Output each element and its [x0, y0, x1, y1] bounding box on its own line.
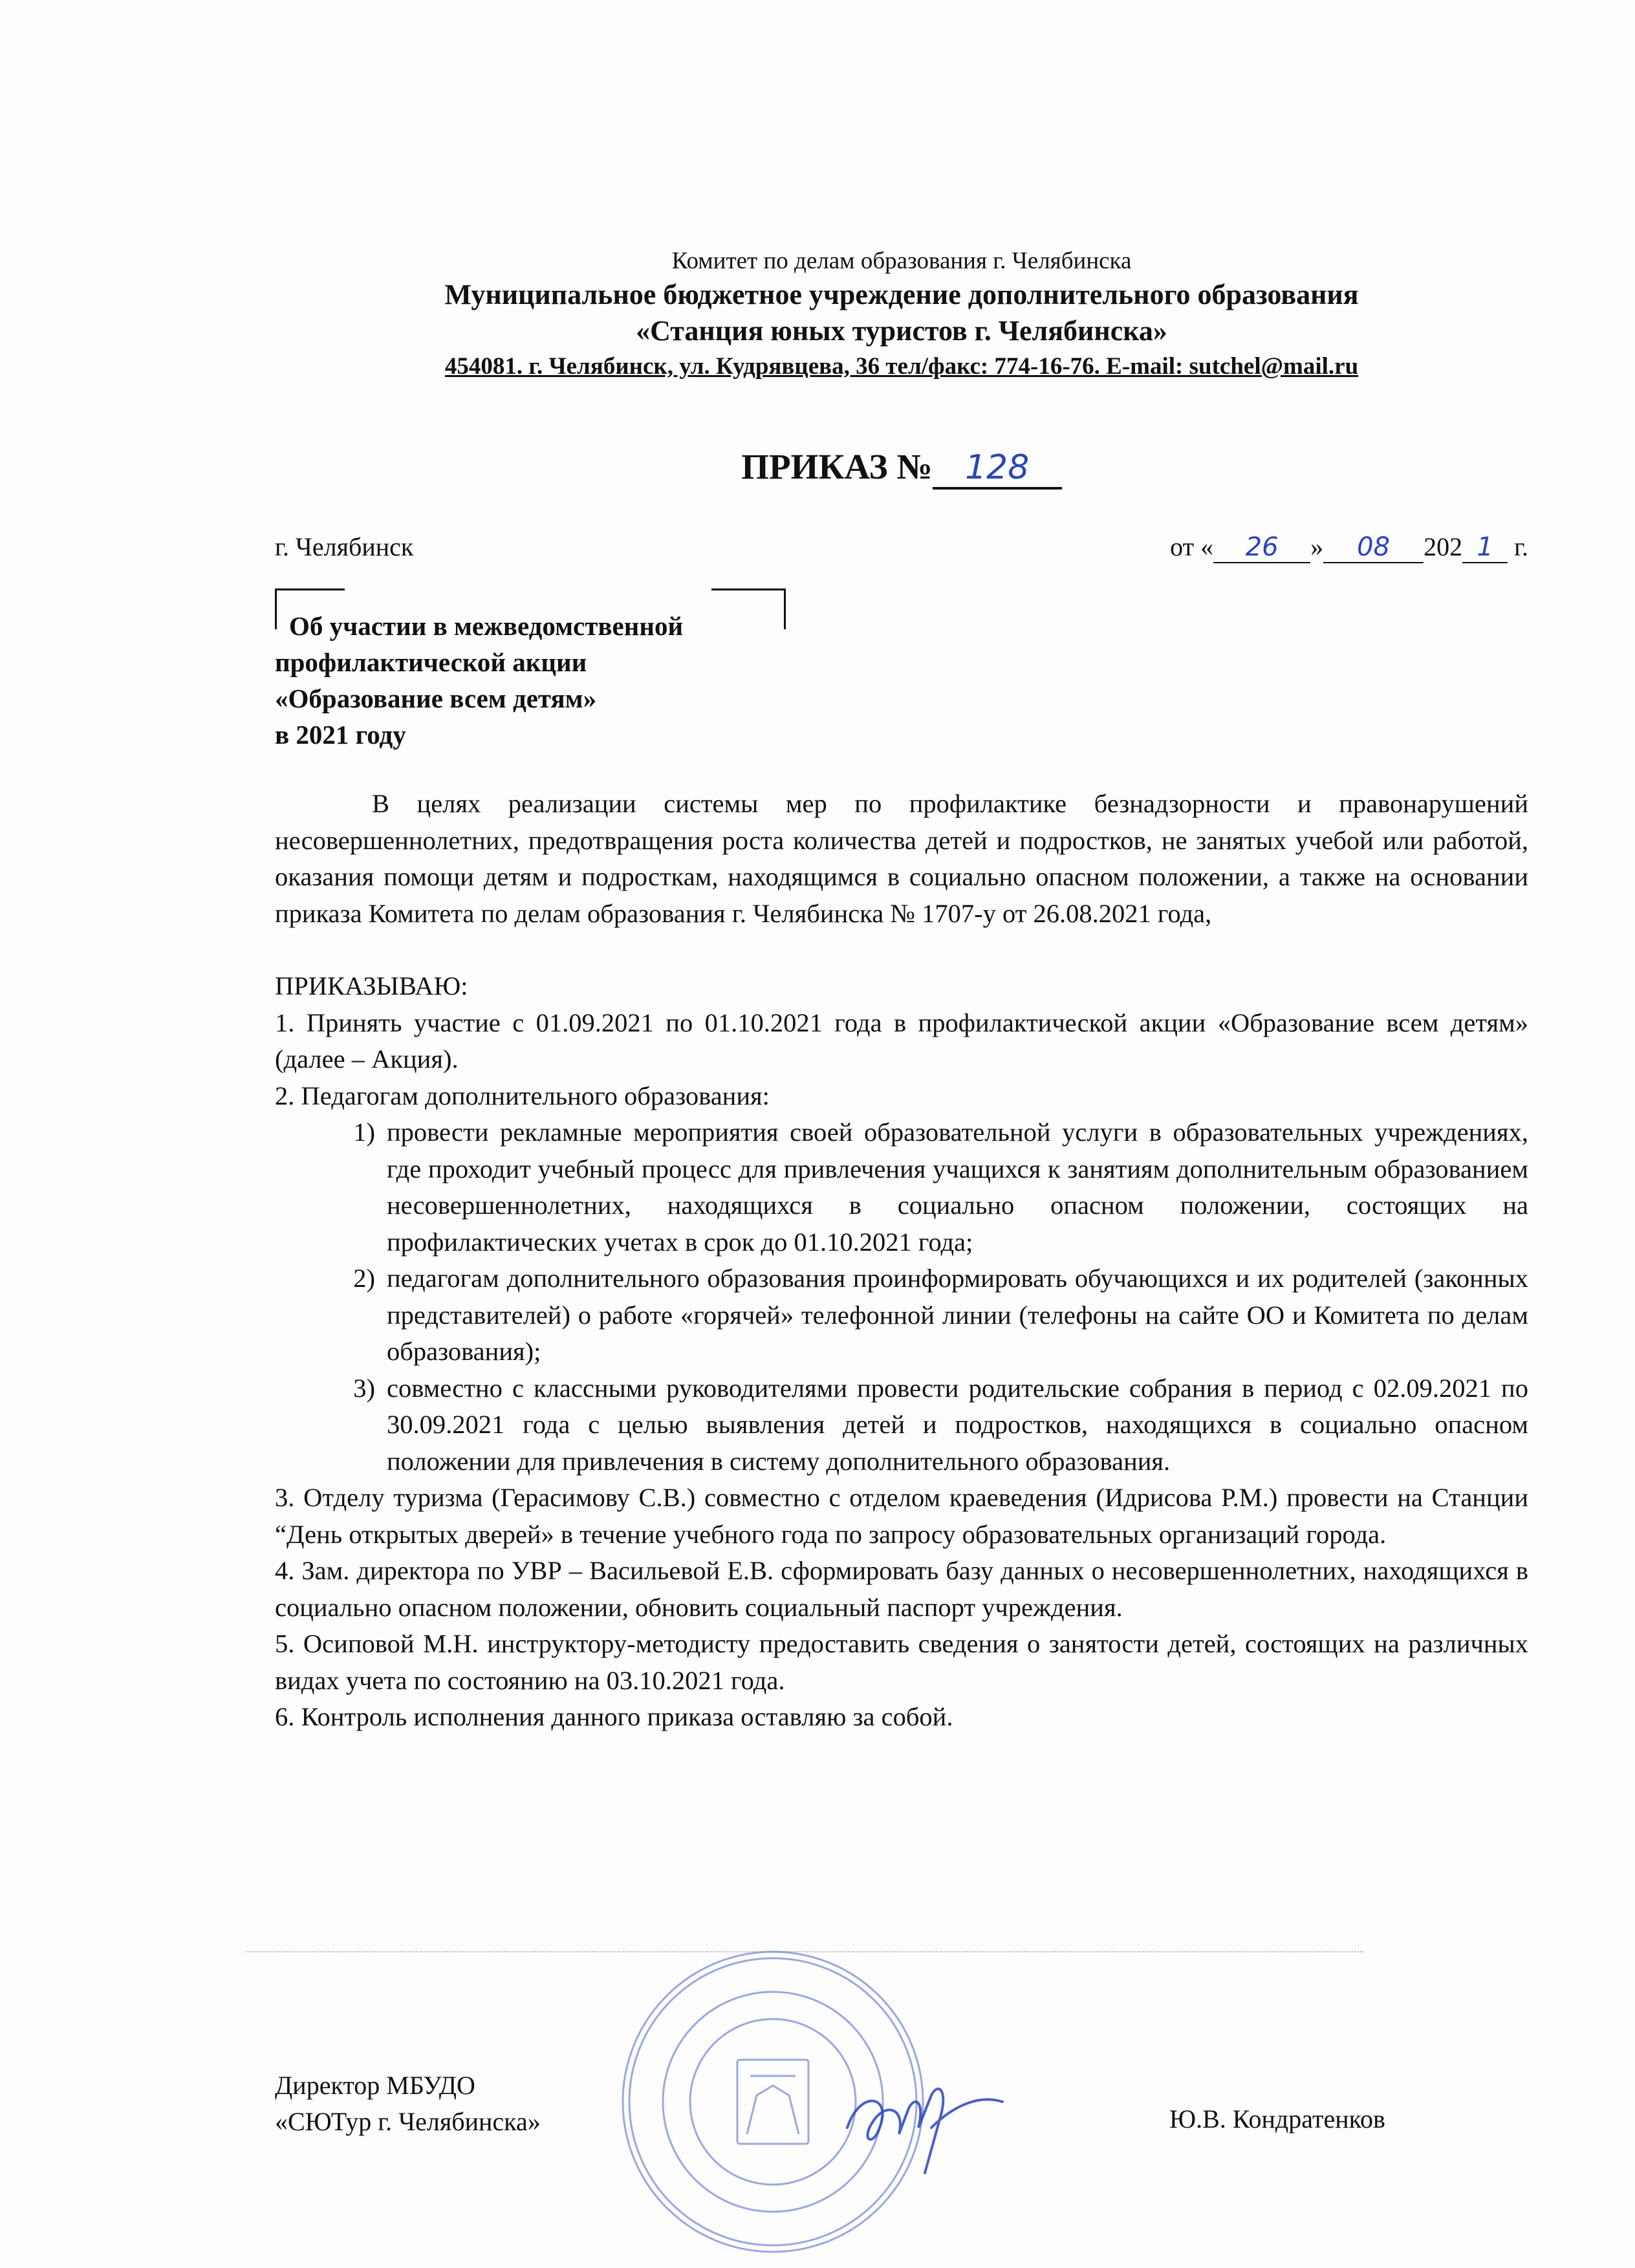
position-line: Директор МБУДО	[275, 2071, 475, 2100]
date-year-prefix: 202	[1424, 532, 1463, 561]
order-item-3: 3. Отделу туризма (Герасимову С.В.) совместно с отделом краеведения (Идрисова Р.М.) провести на Станции “День открытых дверей» в течение учебного года по запросу образовательных организаций города.	[275, 1483, 1528, 1549]
subject-line: профилактической акции	[275, 647, 587, 677]
subitem-text: педагогам дополнительного образования проинформировать обучающихся и их родителей (законных представителей) о работе «горячей» телефонной линии (телефоны на сайте ОО и Комитета по делам образования);	[387, 1264, 1528, 1366]
signatory-name: Ю.В. Кондратенков	[1169, 2104, 1385, 2133]
order-subitem-1	[275, 1114, 1528, 1260]
subject-line: в 2021 году	[275, 720, 406, 750]
order-number: 128	[933, 448, 1062, 490]
order-title	[168, 446, 1635, 490]
order-body	[275, 786, 1528, 1736]
order-title-label: ПРИКАЗ №	[741, 447, 933, 486]
order-item-2: 2. Педагогам дополнительного образования:	[275, 1081, 770, 1110]
order-subitem-2	[275, 1260, 1528, 1370]
order-date	[1170, 532, 1528, 563]
order-item-4: 4. Зам. директора по УВР – Васильевой Е.В. сформировать базу данных о несовершеннолетних, находящихся в социально опасном положении, обновить социальный паспорт учреждения.	[275, 1556, 1528, 1622]
subject-line: «Образование всем детям»	[275, 684, 597, 713]
date-month: 08	[1323, 532, 1424, 563]
institution-address: 454081. г. Челябинск, ул. Кудрявцева, 36 тел/факс: 774-16-76. E-mail: sutchel@mail.ru	[444, 353, 1359, 380]
committee-name: Комитет по делам образования г. Челябинска	[671, 248, 1132, 274]
institution-name-line1: Муниципальное бюджетное учреждение дополнительного образования	[444, 279, 1359, 310]
subitem-number: 2)	[353, 1264, 375, 1293]
order-item-1: 1. Принять участие с 01.09.2021 по 01.10.2021 года в профилактической акции «Образование всем детям» (далее – Акция).	[275, 1008, 1528, 1074]
director-signature	[834, 2050, 1028, 2179]
subject-line: Об участии в межведомственной	[289, 611, 684, 641]
letterhead	[0, 246, 1635, 384]
order-subitem-3	[275, 1370, 1528, 1480]
institution-name-line2: «Станция юных туристов г. Челябинска»	[636, 315, 1167, 347]
city: г. Челябинск	[275, 532, 414, 561]
signatory-position	[275, 2068, 541, 2140]
date-day: 26	[1213, 532, 1310, 563]
order-item-5: 5. Осиповой М.Н. инструктору-методисту предоставить сведения о занятости детей, состоящих на различных видах учета по состоянию на 03.10.2021 года.	[275, 1629, 1528, 1695]
date-suffix: г.	[1508, 532, 1528, 561]
date-quote: »	[1310, 532, 1324, 561]
subitem-text: провести рекламные мероприятия своей образовательной услуги в образовательных учреждениях, где проходит учебный процесс для привлечения учащихся к занятиям дополнительным образованием несовершеннолетних, находящихся в социально опасном положении, состоящих на профилактических учетах в срок до 01.10.2021 года;	[387, 1118, 1528, 1257]
order-subject	[275, 608, 683, 753]
order-item-6: 6. Контроль исполнения данного приказа оставляю за собой.	[275, 1702, 953, 1731]
position-line: «СЮТур г. Челябинска»	[275, 2107, 541, 2136]
order-word: ПРИКАЗЫВАЮ:	[275, 971, 468, 1000]
date-year-last: 1	[1462, 532, 1508, 563]
preamble: В целях реализации системы мер по профилактике безнадзорности и правонарушений несовершеннолетних, предотвращения роста количества детей и подростков, не занятых учебой или работой, оказания помощи детям и подросткам, находящимся в социально опасном положении, а также на основании приказа Комитета по делам образования г. Челябинска № 1707-у от 26.08.2021 года,	[275, 789, 1528, 928]
subitem-number: 3)	[353, 1373, 375, 1403]
subject-bracket-right	[711, 589, 786, 629]
subitem-text: совместно с классными руководителями провести родительские собрания в период с 02.09.2021 по 30.09.2021 года с целью выявления детей и подростков, находящихся в социально опасном положении для привлечения в систему дополнительного образования.	[387, 1373, 1528, 1476]
subitem-number: 1)	[353, 1118, 375, 1147]
date-prefix: от «	[1170, 532, 1214, 561]
